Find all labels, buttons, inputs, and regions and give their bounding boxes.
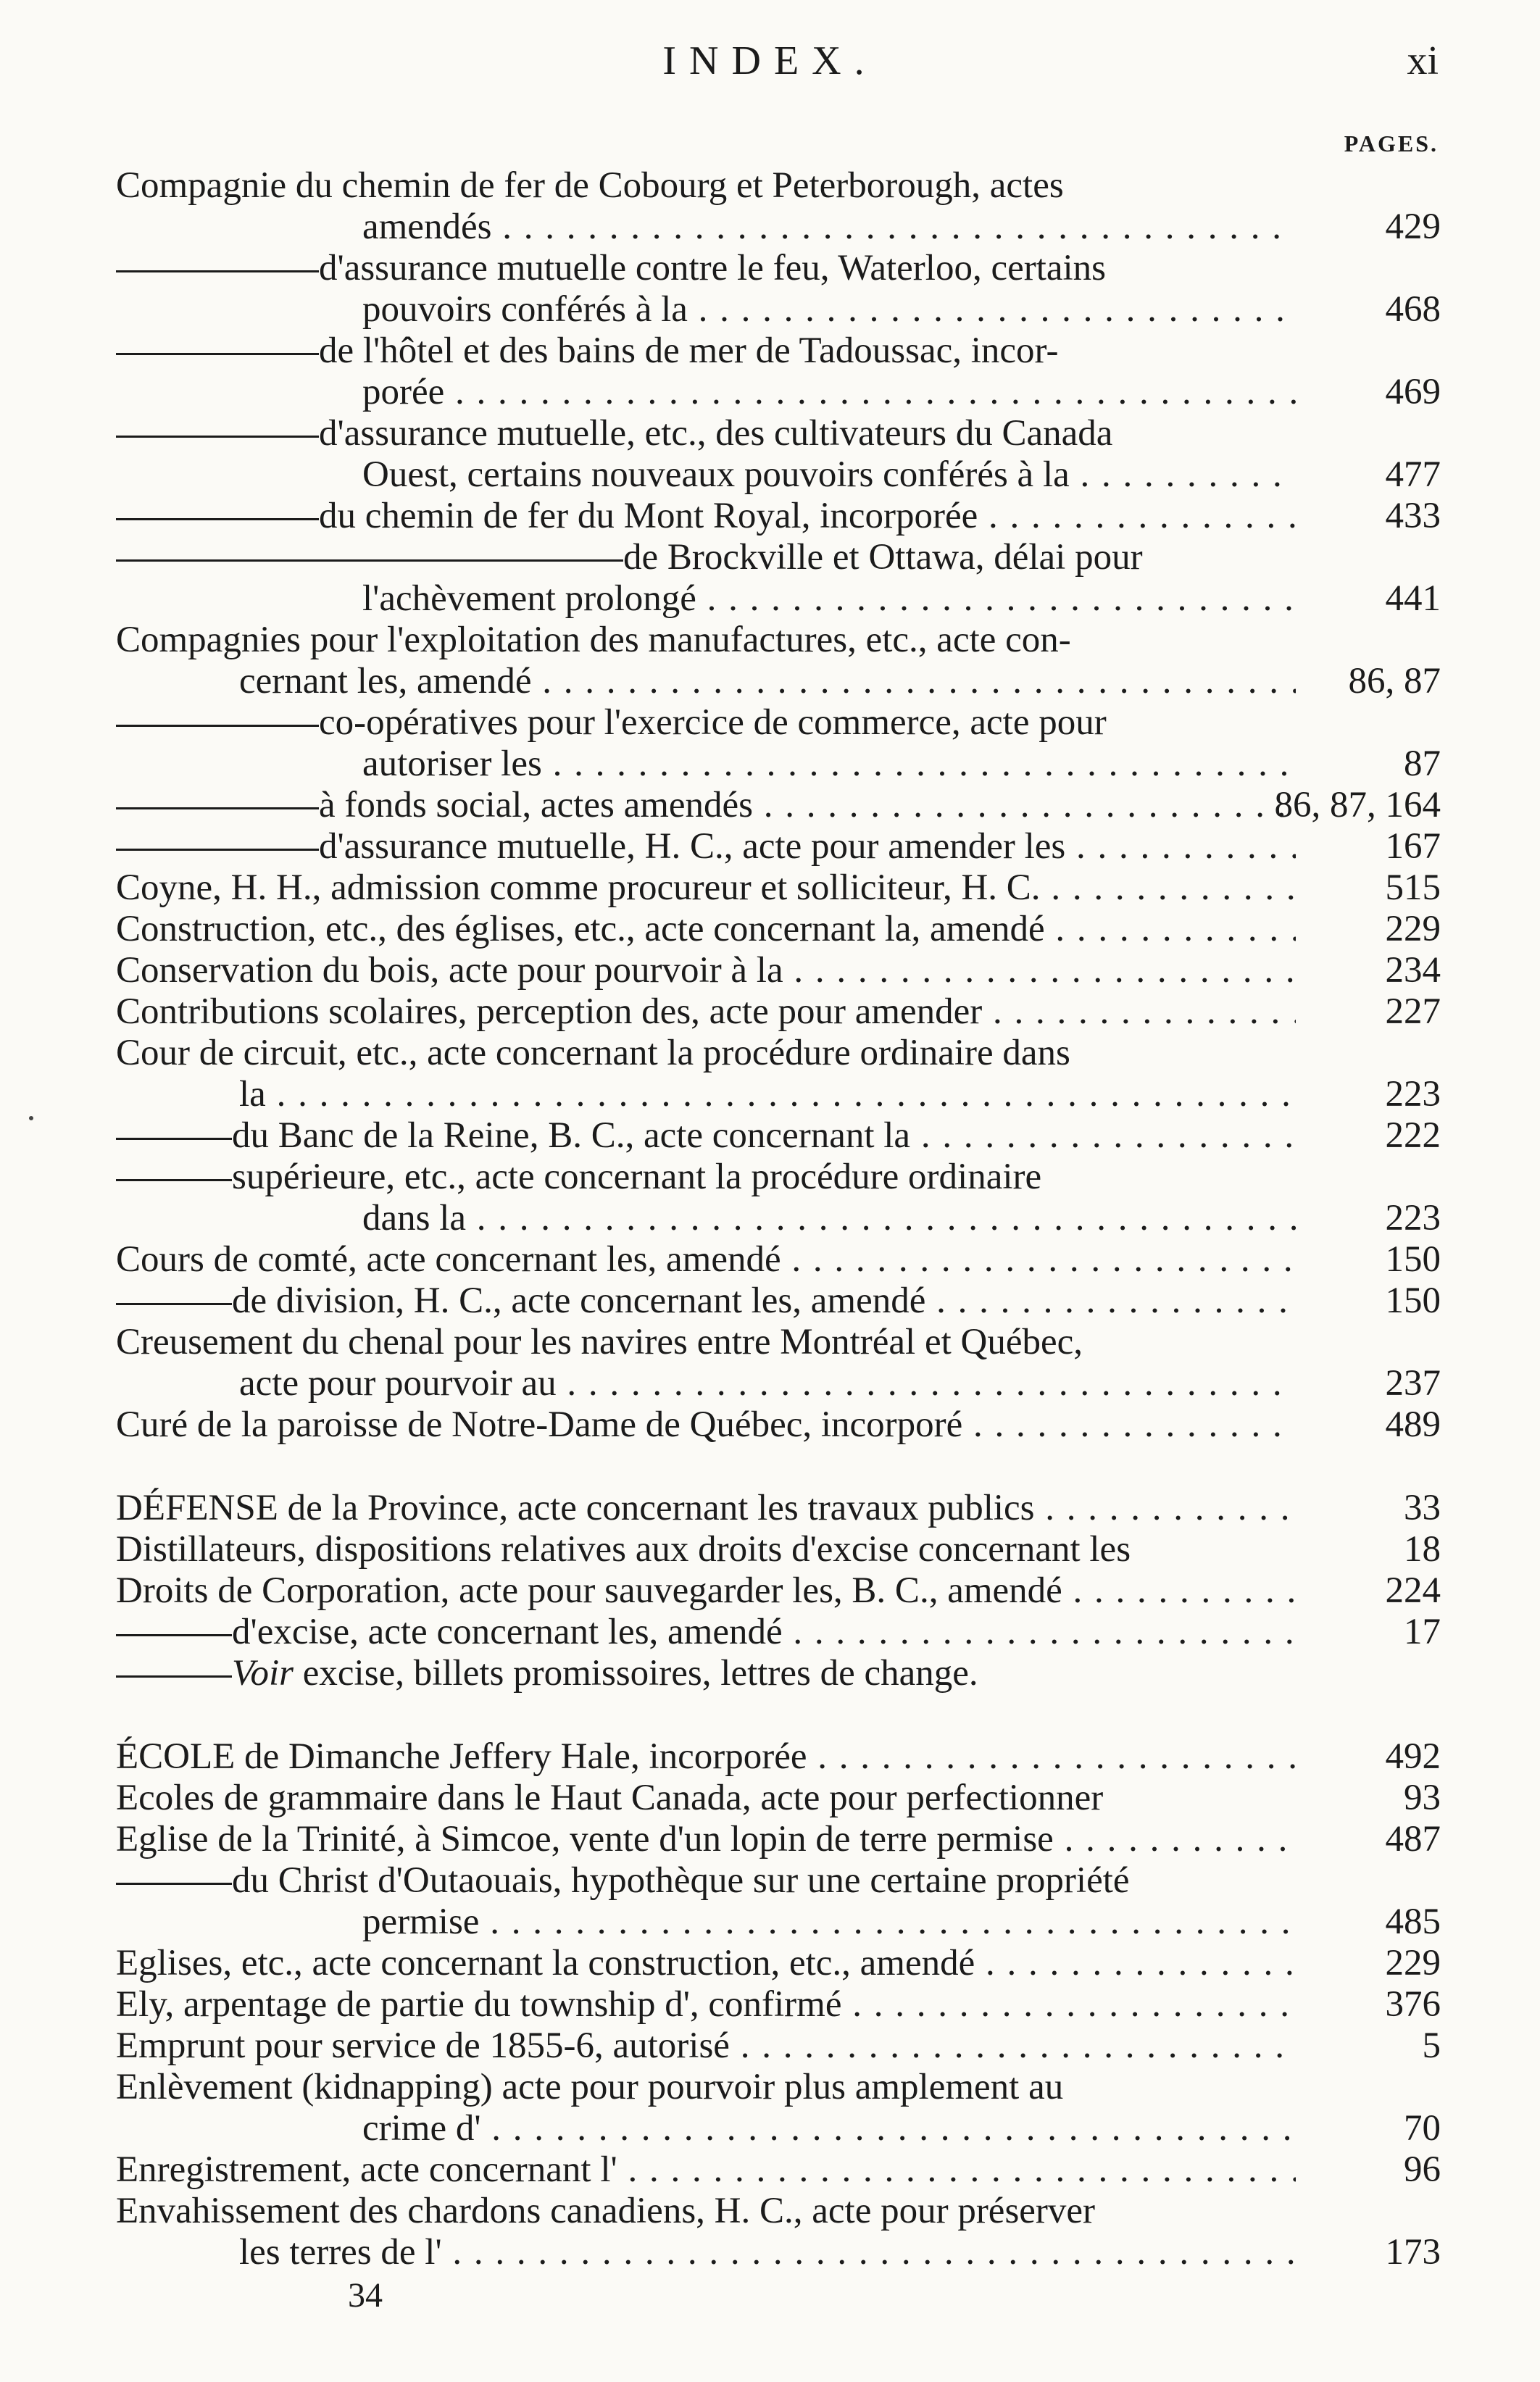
entry-label: crime d' (362, 2108, 481, 2149)
index-entry (116, 1902, 1441, 1943)
entry-text (116, 909, 1296, 950)
index-entry (116, 1239, 1441, 1280)
entry-italic-word: Voir (232, 1653, 294, 1694)
entry-label: du chemin de fer du Mont Royal, incorporée (319, 496, 978, 536)
entry-lead-word: ÉCOLE (116, 1736, 236, 1777)
index-entry (116, 1404, 1441, 1446)
entry-pages: 86, 87 (1348, 661, 1441, 701)
entry-text (116, 1653, 1296, 1694)
ditto-dash (116, 559, 623, 562)
entry-label: d'assurance mutuelle contre le feu, Waterloo, certains (319, 248, 1107, 288)
entry-text (116, 991, 1296, 1033)
entry-text (116, 2232, 1296, 2273)
index-entry (116, 1488, 1441, 1529)
index-entry (116, 2025, 1441, 2067)
entry-label: Ouest, certains nouveaux pouvoirs conférés à la (362, 454, 1070, 495)
entry-label: Ecoles de grammaire dans le Haut Canada, acte pour perfectionner (116, 1778, 1104, 1818)
page-folio: xi (1407, 38, 1439, 83)
entry-label: permise (362, 1902, 480, 1942)
entry-text (116, 1363, 1296, 1404)
entry-label: supérieure, etc., acte concernant la procédure ordinaire (232, 1157, 1042, 1197)
entry-text (116, 372, 1296, 413)
entry-label: Creusement du chenal pour les navires entre Montréal et Québec, (116, 1322, 1083, 1362)
index-entry (116, 867, 1441, 909)
entry-label: de division, H. C., acte concernant les, amendé (232, 1280, 926, 1321)
entry-pages: 441 (1385, 578, 1441, 619)
entry-text (116, 330, 1296, 372)
entry-pages: 229 (1385, 909, 1441, 949)
entry-label: d'assurance mutuelle, etc., des cultivateurs du Canada (319, 413, 1113, 454)
entry-pages: 93 (1404, 1778, 1441, 1818)
ditto-dash (116, 436, 319, 438)
entry-text (116, 950, 1296, 991)
entry-text (116, 496, 1296, 537)
ditto-dash (116, 353, 319, 355)
page-title: INDEX. (662, 38, 878, 83)
entry-label: Droits de Corporation, acte pour sauvegarder les, B. C., amendé (116, 1570, 1062, 1611)
ditto-dash (116, 1179, 232, 1181)
ditto-dash (116, 725, 319, 727)
entry-pages: 237 (1385, 1363, 1441, 1404)
ditto-dash (116, 1883, 232, 1885)
index-entry (116, 2232, 1441, 2273)
entry-pages: 477 (1385, 454, 1441, 495)
entry-text (116, 785, 1296, 826)
index-entry (116, 1529, 1441, 1570)
index-entry (116, 2067, 1441, 2108)
index-entry (116, 1612, 1441, 1653)
entry-text (116, 1570, 1296, 1612)
entry-label: Distillateurs, dispositions relatives aux droits d'excise concernant les (116, 1529, 1131, 1570)
entry-label: Conservation du bois, acte pour pourvoir à la (116, 950, 783, 991)
index-entry (116, 1778, 1441, 1819)
entry-label: porée (362, 372, 445, 412)
entry-pages: 150 (1385, 1280, 1441, 1321)
entry-text (116, 1819, 1296, 1860)
index-entry (116, 1074, 1441, 1115)
entry-text (116, 1902, 1296, 1943)
index-entry (116, 2108, 1441, 2149)
entry-label: pouvoirs conférés à la (362, 289, 688, 330)
ditto-dash (116, 807, 319, 809)
entry-pages: 485 (1385, 1902, 1441, 1942)
index-entry (116, 950, 1441, 991)
entry-pages: 229 (1385, 1943, 1441, 1983)
entry-label: acte pour pourvoir au (239, 1363, 557, 1404)
entry-text (116, 1074, 1296, 1115)
entry-text (116, 661, 1296, 702)
entry-lead-word: DÉFENSE (116, 1488, 278, 1528)
entry-label: cernant les, amendé (239, 661, 532, 701)
index-entry (116, 1943, 1441, 1984)
index-entry (116, 620, 1441, 661)
entry-text (116, 1033, 1296, 1074)
entry-text (116, 744, 1296, 785)
ditto-dash (116, 1303, 232, 1305)
entry-text (116, 248, 1296, 289)
entry-text (116, 207, 1296, 248)
section-gap (116, 1446, 1441, 1488)
entry-pages: 17 (1404, 1612, 1441, 1652)
index-entry (116, 454, 1441, 496)
entry-label: du Banc de la Reine, B. C., acte concernant la (232, 1115, 911, 1156)
entry-text (116, 1529, 1296, 1570)
entry-text (116, 1322, 1296, 1363)
ditto-dash (116, 849, 319, 851)
index-entry (116, 207, 1441, 248)
entry-text (116, 454, 1296, 496)
index-entry (116, 413, 1441, 454)
page-header (0, 38, 1540, 96)
index-entries (116, 165, 1441, 2273)
scan-speck (29, 1116, 33, 1120)
entry-text (116, 1198, 1296, 1239)
index-entry (116, 1653, 1441, 1694)
entry-text (116, 1488, 1296, 1529)
index-entry (116, 909, 1441, 950)
section-gap (116, 1694, 1441, 1736)
index-entry (116, 1033, 1441, 1074)
entry-text (116, 1778, 1296, 1819)
index-entry (116, 1984, 1441, 2025)
index-entry (116, 496, 1441, 537)
entry-label: Construction, etc., des églises, etc., acte concernant la, amendé (116, 909, 1045, 949)
entry-label: excise, billets promissoires, lettres de change. (294, 1653, 978, 1694)
entry-pages: 96 (1404, 2149, 1441, 2190)
entry-text (116, 620, 1296, 661)
index-entry (116, 1736, 1441, 1778)
index-entry (116, 1280, 1441, 1322)
entry-label: Contributions scolaires, perception des, acte pour amender (116, 991, 983, 1032)
index-entry (116, 1819, 1441, 1860)
entry-label: Ely, arpentage de partie du township d', confirmé (116, 1984, 842, 2025)
index-entry (116, 991, 1441, 1033)
ditto-dash (116, 518, 319, 520)
ditto-dash (116, 1675, 232, 1678)
entry-pages: 33 (1404, 1488, 1441, 1528)
index-entry (116, 2191, 1441, 2232)
index-entry (116, 1115, 1441, 1157)
index-entry (116, 372, 1441, 413)
entry-text (116, 1984, 1296, 2025)
signature-mark: 34 (348, 2276, 383, 2315)
entry-pages: 167 (1385, 826, 1441, 867)
entry-label: l'achèvement prolongé (362, 578, 696, 619)
index-entry (116, 702, 1441, 744)
entry-pages: 234 (1385, 950, 1441, 991)
entry-label: amendés (362, 207, 492, 247)
entry-text (116, 578, 1296, 620)
entry-pages: 468 (1385, 289, 1441, 330)
index-entry (116, 661, 1441, 702)
entry-text (116, 1404, 1296, 1446)
entry-pages: 489 (1385, 1404, 1441, 1445)
entry-text (116, 2191, 1296, 2232)
index-entry (116, 1363, 1441, 1404)
index-entry (116, 165, 1441, 207)
entry-text (116, 826, 1296, 867)
index-entry (116, 1198, 1441, 1239)
entry-text (116, 1860, 1296, 1902)
entry-pages: 223 (1385, 1074, 1441, 1115)
entry-pages: 70 (1404, 2108, 1441, 2149)
index-entry (116, 1157, 1441, 1198)
entry-pages: 5 (1422, 2025, 1441, 2066)
entry-label: autoriser les (362, 744, 542, 784)
index-entry (116, 537, 1441, 578)
entry-pages: 227 (1385, 991, 1441, 1032)
entry-label: Emprunt pour service de 1855-6, autorisé (116, 2025, 730, 2066)
index-entry (116, 248, 1441, 289)
entry-text (116, 1943, 1296, 1984)
entry-label: Compagnies pour l'exploitation des manufactures, etc., acte con- (116, 620, 1071, 660)
entry-label: les terres de l' (239, 2232, 442, 2273)
ditto-dash (116, 1138, 232, 1140)
entry-text (116, 1280, 1296, 1322)
entry-label: de Dimanche Jeffery Hale, incorporée (235, 1736, 807, 1777)
entry-pages: 173 (1385, 2232, 1441, 2273)
entry-pages: 86, 87, 164 (1274, 785, 1441, 825)
entry-label: dans la (362, 1198, 467, 1238)
index-entry (116, 1322, 1441, 1363)
entry-label: co-opératives pour l'exercice de commerce, acte pour (319, 702, 1107, 743)
ditto-dash (116, 1634, 232, 1636)
entry-label: Envahissement des chardons canadiens, H. C., acte pour préserver (116, 2191, 1096, 2231)
entry-pages: 223 (1385, 1198, 1441, 1238)
entry-text (116, 1157, 1296, 1198)
index-entry (116, 785, 1441, 826)
entry-label: la (239, 1074, 266, 1115)
entry-pages: 87 (1404, 744, 1441, 784)
index-entry (116, 289, 1441, 330)
entry-label: de l'hôtel et des bains de mer de Tadoussac, incor- (319, 330, 1059, 371)
entry-text (116, 702, 1296, 744)
entry-label: Enregistrement, acte concernant l' (116, 2149, 617, 2190)
index-entry (116, 578, 1441, 620)
index-entry (116, 826, 1441, 867)
entry-label: Curé de la paroisse de Notre-Dame de Québec, incorporé (116, 1404, 963, 1445)
entry-text (116, 1736, 1296, 1778)
entry-pages: 433 (1385, 496, 1441, 536)
entry-label: Eglises, etc., acte concernant la construction, etc., amendé (116, 1943, 975, 1983)
entry-label: Compagnie du chemin de fer de Cobourg et Peterborough, actes (116, 165, 1064, 206)
entry-pages: 487 (1385, 1819, 1441, 1860)
pages-column-heading: PAGES. (1344, 130, 1439, 157)
entry-pages: 224 (1385, 1570, 1441, 1611)
entry-text (116, 1612, 1296, 1653)
entry-label: Enlèvement (kidnapping) acte pour pourvoir plus amplement au (116, 2067, 1064, 2107)
entry-text (116, 1115, 1296, 1157)
entry-label: Eglise de la Trinité, à Simcoe, vente d'un lopin de terre permise (116, 1819, 1054, 1860)
entry-label: à fonds social, actes amendés (319, 785, 754, 825)
entry-pages: 222 (1385, 1115, 1441, 1156)
entry-text (116, 2149, 1296, 2191)
entry-label: Cour de circuit, etc., acte concernant la procédure ordinaire dans (116, 1033, 1070, 1073)
entry-label: de la Province, acte concernant les travaux publics (278, 1488, 1035, 1528)
entry-pages: 492 (1385, 1736, 1441, 1777)
entry-label: d'assurance mutuelle, H. C., acte pour amender les (319, 826, 1066, 867)
entry-text (116, 2067, 1296, 2108)
entry-text (116, 867, 1296, 909)
entry-text (116, 1239, 1296, 1280)
entry-text (116, 537, 1296, 578)
entry-label: Coyne, H. H., admission comme procureur et solliciteur, H. C. (116, 867, 1041, 908)
entry-label: du Christ d'Outaouais, hypothèque sur une certaine propriété (232, 1860, 1130, 1901)
entry-text (116, 289, 1296, 330)
index-entry (116, 1570, 1441, 1612)
entry-pages: 18 (1404, 1529, 1441, 1570)
ditto-dash (116, 270, 319, 272)
index-entry (116, 744, 1441, 785)
entry-text (116, 165, 1296, 207)
entry-label: d'excise, acte concernant les, amendé (232, 1612, 783, 1652)
entry-text (116, 2108, 1296, 2149)
entry-pages: 469 (1385, 372, 1441, 412)
entry-text (116, 413, 1296, 454)
entry-pages: 515 (1385, 867, 1441, 908)
entry-text (116, 2025, 1296, 2067)
entry-pages: 376 (1385, 1984, 1441, 2025)
index-entry (116, 330, 1441, 372)
entry-pages: 429 (1385, 207, 1441, 247)
entry-label: Cours de comté, acte concernant les, amendé (116, 1239, 781, 1280)
entry-label: de Brockville et Ottawa, délai pour (623, 537, 1143, 578)
index-entry (116, 2149, 1441, 2191)
index-entry (116, 1860, 1441, 1902)
entry-pages: 150 (1385, 1239, 1441, 1280)
